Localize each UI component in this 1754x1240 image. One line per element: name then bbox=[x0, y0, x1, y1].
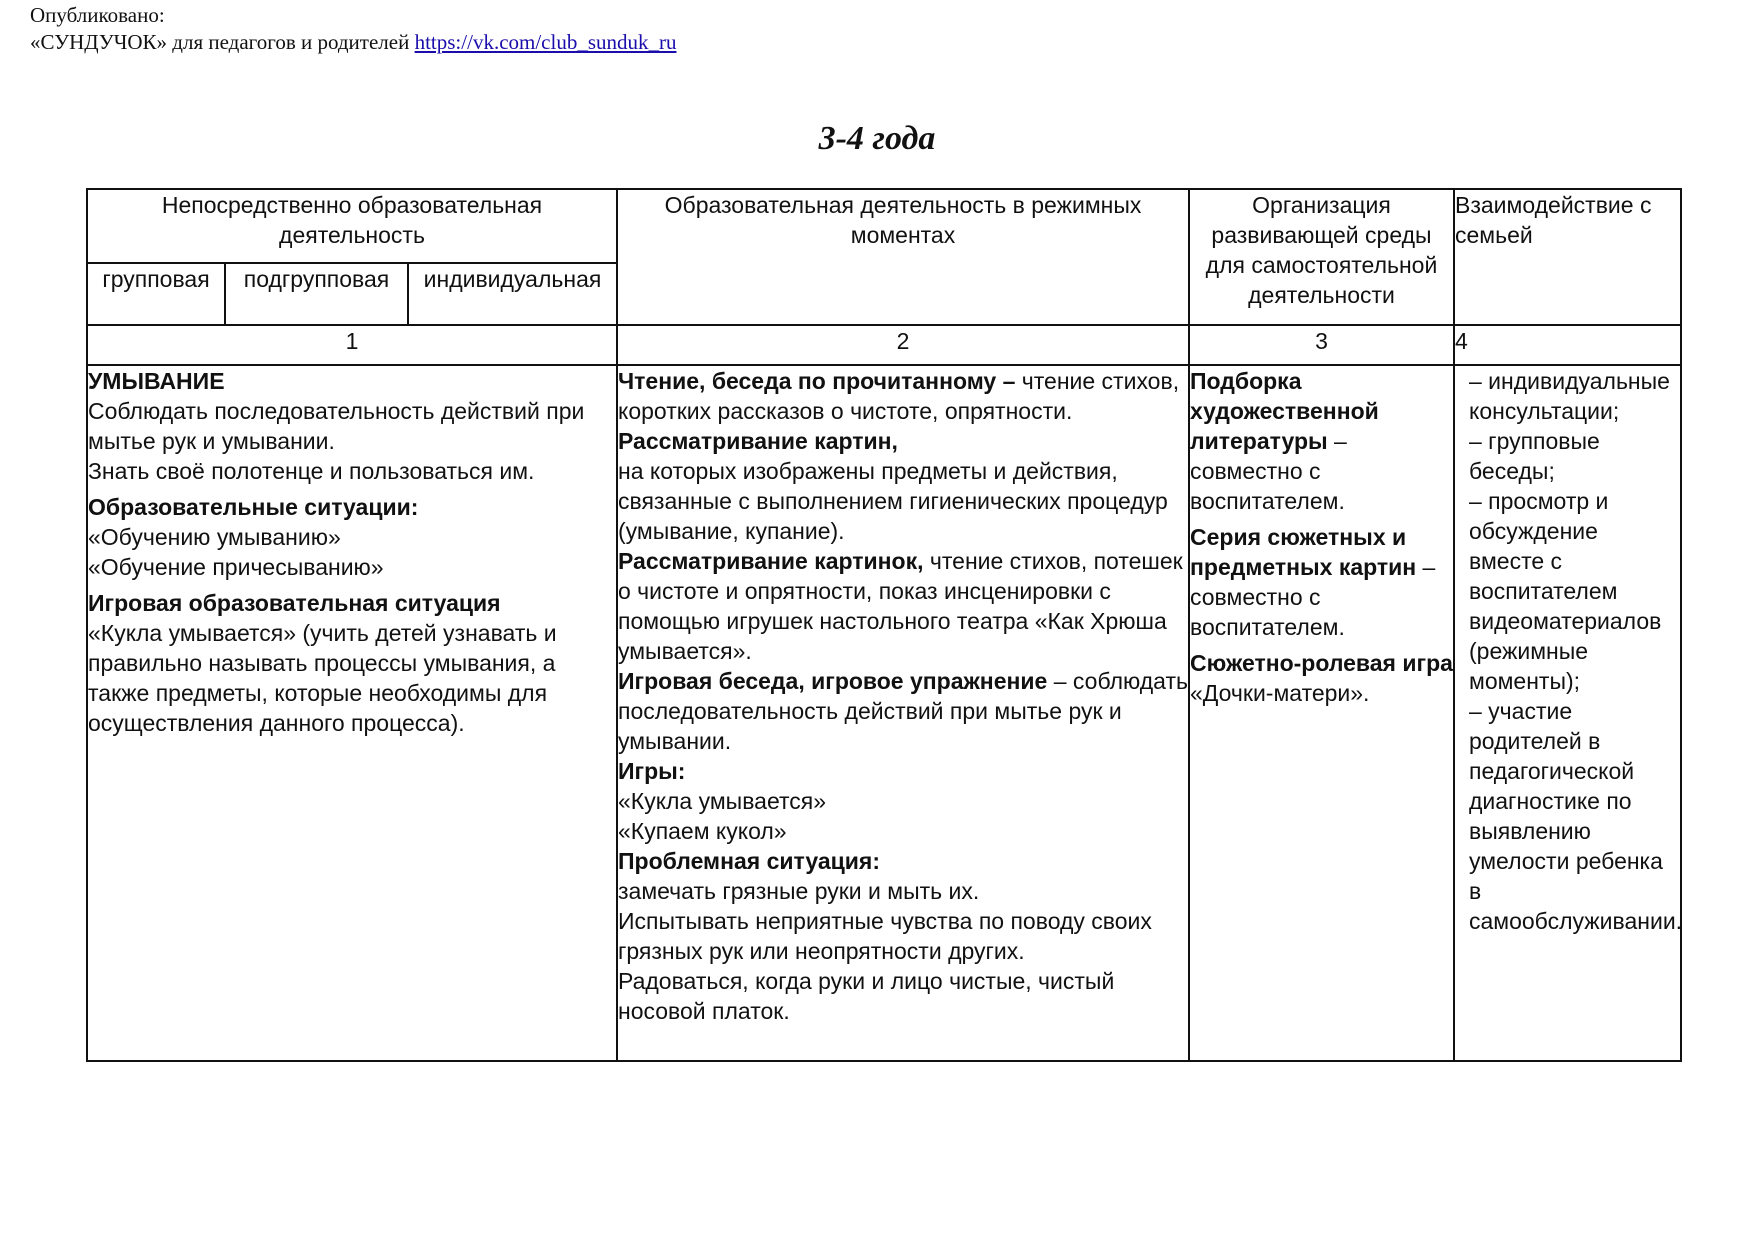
cell2-b5: Игры: bbox=[618, 758, 686, 784]
cell1-h3: Игровая образовательная ситуация bbox=[88, 590, 501, 616]
cell1-h2: Образовательные ситуации: bbox=[88, 494, 419, 520]
cell-family bbox=[1454, 365, 1681, 1061]
cell1-p1: Соблюдать последовательность действий при мытье рук и умывании. bbox=[88, 398, 585, 454]
cell2-t6c: Радоваться, когда руки и лицо чистые, чистый носовой платок. bbox=[618, 968, 1115, 1024]
page-title: 3-4 года bbox=[818, 120, 936, 157]
cell2-t6a: замечать грязные руки и мыть их. bbox=[618, 878, 980, 904]
cell2-b3: Рассматривание картинок, bbox=[618, 548, 924, 574]
cell3-t3: «Дочки-матери». bbox=[1190, 680, 1370, 706]
cell1-p2: Знать своё полотенце и пользоваться им. bbox=[88, 458, 535, 484]
cell3-b1: Подборка художественной литературы bbox=[1190, 368, 1379, 454]
cell2-b2: Рассматривание картин, bbox=[618, 428, 898, 454]
cell4-item: – участие родителей в педагогической диагностике по выявлению умелости ребенка в самообслуживании. bbox=[1469, 698, 1683, 934]
cell3-b3: Сюжетно-ролевая игра bbox=[1190, 650, 1453, 676]
source-text: «СУНДУЧОК» для педагогов и родителей bbox=[30, 30, 410, 54]
cell-environment bbox=[1189, 365, 1454, 1061]
cell1-s2: «Обучение причесыванию» bbox=[88, 554, 384, 580]
col2-header: Образовательная деятельность в режимных моментах bbox=[617, 189, 1189, 325]
col1-number: 1 bbox=[87, 325, 617, 365]
cell2-g1: «Кукла умывается» bbox=[618, 788, 826, 814]
cell2-b1: Чтение, беседа по прочитанному – bbox=[618, 368, 1016, 394]
cell4-item: – просмотр и обсуждение вместе с воспитателем видеоматериалов (режимные моменты); bbox=[1469, 488, 1662, 694]
col2-number: 2 bbox=[617, 325, 1189, 365]
cell4-item: – индивидуальные консультации; bbox=[1469, 368, 1670, 424]
published-label: Опубликовано: bbox=[30, 3, 165, 27]
source-link[interactable]: https://vk.com/club_sunduk_ru bbox=[414, 30, 677, 54]
cell1-p3: «Кукла умывается» (учить детей узнавать и правильно называть процессы умывания, а также предметы, которые необходимы для осуществления данного процесса). bbox=[88, 620, 557, 736]
activity-table bbox=[86, 188, 1682, 1062]
col4-number: 4 bbox=[1454, 325, 1681, 365]
cell2-t3: чтение стихов, потешек о чистоте и опрятности, показ инсценировки с помощью игрушек настольного театра «Как Хрюша умывается». bbox=[618, 548, 1183, 664]
cell2-g2: «Купаем кукол» bbox=[618, 818, 787, 844]
col1-sub-group: групповая bbox=[87, 263, 225, 325]
cell-direct-education bbox=[87, 365, 617, 1061]
col3-number: 3 bbox=[1189, 325, 1454, 365]
cell1-heading: УМЫВАНИЕ bbox=[88, 368, 225, 394]
cell1-s1: «Обучению умыванию» bbox=[88, 524, 341, 550]
cell2-b4: Игровая беседа, игровое упражнение bbox=[618, 668, 1048, 694]
col1-sub-individual: индивидуальная bbox=[408, 263, 617, 325]
cell2-t6b: Испытывать неприятные чувства по поводу своих грязных рук или неопрятности других. bbox=[618, 908, 1152, 964]
cell2-t1: чтение стихов, коротких рассказов о чистоте, опрятности. bbox=[618, 368, 1180, 424]
col1-header: Непосредственно образовательная деятельность bbox=[87, 189, 617, 263]
source-line bbox=[30, 29, 677, 56]
publication-note bbox=[30, 2, 677, 56]
cell3-b2: Серия сюжетных и предметных картин bbox=[1190, 524, 1417, 580]
cell4-item: – групповые беседы; bbox=[1469, 428, 1600, 484]
col4-header: Взаимодействие с семьей bbox=[1454, 189, 1681, 325]
col1-sub-subgroup: подгрупповая bbox=[225, 263, 408, 325]
cell2-t2: на которых изображены предметы и действия, связанные с выполнением гигиенических процедур (умывание, купание). bbox=[618, 458, 1168, 544]
cell-regime-moments bbox=[617, 365, 1189, 1061]
cell3-t1: – совместно с воспитателем. bbox=[1190, 428, 1347, 514]
cell2-b6: Проблемная ситуация: bbox=[618, 848, 880, 874]
cell2-t4: – соблюдать последовательность действий при мытье рук и умывании. bbox=[618, 668, 1188, 754]
cell3-t2: – совместно с воспитателем. bbox=[1190, 554, 1436, 640]
col3-header: Организация развивающей среды для самостоятельной деятельности bbox=[1189, 189, 1454, 325]
